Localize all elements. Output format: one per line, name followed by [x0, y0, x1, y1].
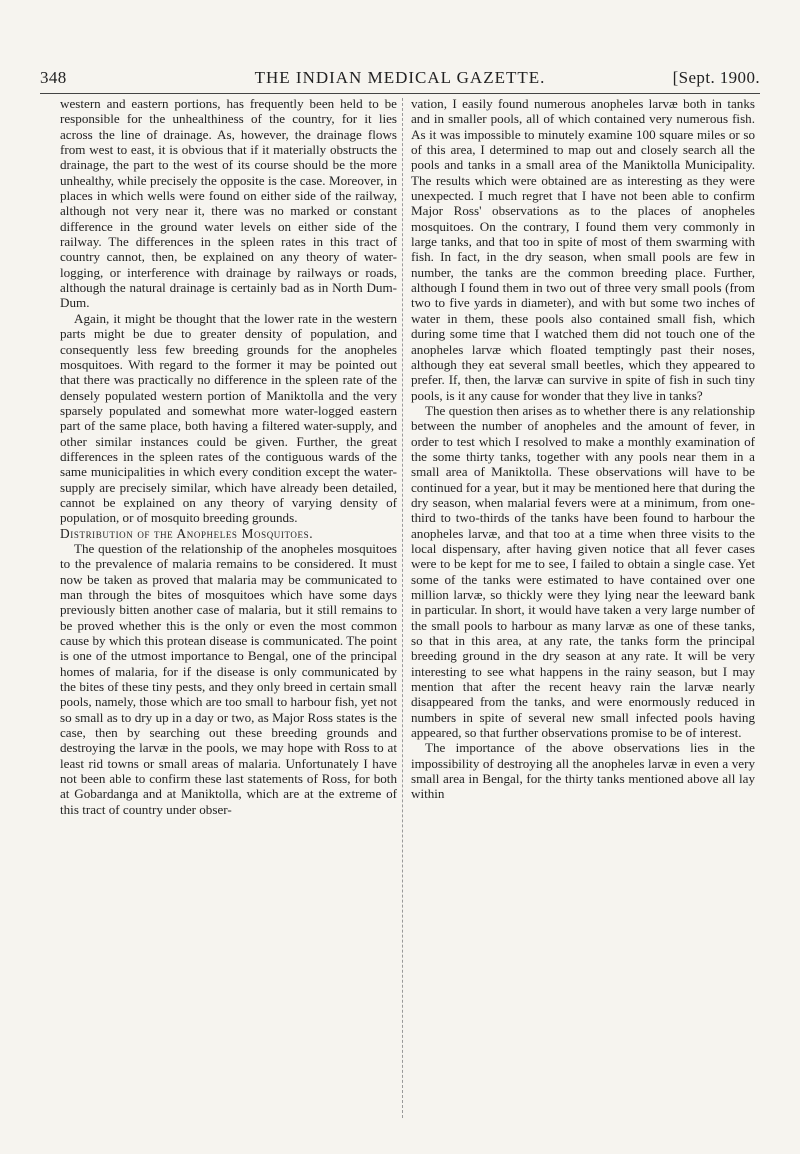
right-column	[411, 96, 755, 802]
issue-date: [Sept. 1900.	[672, 68, 760, 87]
paragraph: The question then arises as to whether there is any relationship between the number of anopheles and the amount of fever, in order to test which I resolved to make a monthly examination of the some thirty tanks, together with any pools near them in a small area of Maniktolla. These observations will have to be continued for a year, but it may be mentioned here that during the dry season, when malarial fevers were at a minimum, from one-third to two-thirds of the tanks have been found to harbour the anopheles larvæ, and that too at a time when three visits to the local dispensary, after having given notice that all fever cases were to be kept for me to see, I failed to obtain a single case. Yet some of the tanks were estimated to have contained over one million larvæ, so thickly were they lying near the leeward bank in particular. In short, it would have taken a very large number of the small pools to harbour as many larvæ as one of these tanks, so that in this area, at any rate, the tanks form the principal breeding ground in the dry season at any rate. It will be very interesting to see what happens in the rainy season, but I may mention that after the recent heavy rain the larvæ nearly disappeared from the tanks, and were enormously reduced in numbers in spite of several new small infected pools having appeared, so that further observations promise to be of interest.	[411, 402, 755, 741]
paragraph: The importance of the above observations lies in the impossibility of destroying all the anopheles larvæ in even a very small area in Bengal, for the thirty tanks mentioned above all lay within	[411, 740, 755, 802]
left-column	[60, 96, 397, 817]
paragraph: Again, it might be thought that the lower rate in the western parts might be due to greater density of population, and consequently less few breeding grounds for the anopheles mosquitoes. With regard to the former it may be pointed out that there was practically no difference in the spleen rate of the densely populated western portion of Maniktolla and the very sparsely populated and somewhat more water-logged eastern part of the same place, both having a filtered water-supply, and other similar instances could be given. Further, the great differences in the spleen rates of the contiguous wards of the same municipalities in which every condition except the water-supply are precisely similar, which have already been detailed, cannot be explained on any theory of varying density of population, or of mosquito breeding grounds.	[60, 310, 397, 526]
paragraph: western and eastern portions, has frequently been held to be responsible for the unhealthiness of the country, for it lies across the line of drainage. As, however, the drainage flows from west to east, it is obvious that if it materially obstructs the drainage, the part to the west of its course should be the more unhealthy, while precisely the opposite is the case. Moreover, in places in which wells were found on either side of the railway, although not very near it, there was no marked or constant difference in the ground water levels on either side of the railway. The differences in the spleen rates in this tract of country cannot, then, be explained on any theory of water-logging, or interference with drainage by railways or roads, although the natural drainage is certainly bad as in North Dum-Dum.	[60, 96, 397, 311]
paragraph: vation, I easily found numerous anopheles larvæ both in tanks and in smaller pools, all of which contained very numerous fish. As it was impossible to minutely examine 100 square miles or so of this area, I determined to map out and closely search all the pools and tanks in a small area of the Maniktolla Municipality. The results which were obtained are as interesting as they were unexpected. I much regret that I have not been able to confirm Major Ross' observations as to the places of anopheles mosquitoes. On the contrary, I found them very commonly in large tanks, and that too in spite of most of them swarming with fish. In fact, in the dry season, when small pools are few in number, the tanks are the common breeding place. Further, although I found them in two out of three very small pools (from two to five yards in diameter), and with but some two inches of water in them, these pools also contained small fish, which during some time that I watched them did not touch one of the anopheles larvæ which floated temptingly past their noses, although they eat several small beetles, which they appeared to prefer. If, then, the larvæ can survive in spite of fish in such tiny pools, is it any cause for wonder that they live in tanks?	[411, 96, 755, 403]
header-rule	[40, 93, 760, 94]
page-header	[40, 68, 760, 94]
section-heading: Distribution of the Anopheles Mosquitoes.	[60, 525, 314, 541]
paragraph: The question of the relationship of the anopheles mosquitoes to the prevalence of malaria remains to be considered. It must now be taken as proved that malaria may be communicated to man through the bites of mosquitoes which have some days previously bitten another case of malaria, but it still remains to be proved whether this is the only or even the most common cause by which this protean disease is communicated. The point is one of the utmost importance to Bengal, one of the principal homes of malaria, for if the disease is only communicated by the bites of these tiny pests, and they only breed in certain small pools, namely, those which are too small to harbour fish, yet not so small as to dry up in a day or two, as Major Ross states is the case, then by searching out these breeding grounds and destroying the larvæ in the pools, we may hope with Ross to at least rid towns or small areas of malaria. Unfortunately I have not been able to confirm these last statements of Ross, for both at Gobardanga and at Maniktolla, which are at the extreme of this tract of country under obser-	[60, 540, 397, 817]
page-number: 348	[40, 68, 67, 87]
column-divider	[402, 98, 403, 1118]
journal-title: THE INDIAN MEDICAL GAZETTE.	[254, 68, 546, 87]
